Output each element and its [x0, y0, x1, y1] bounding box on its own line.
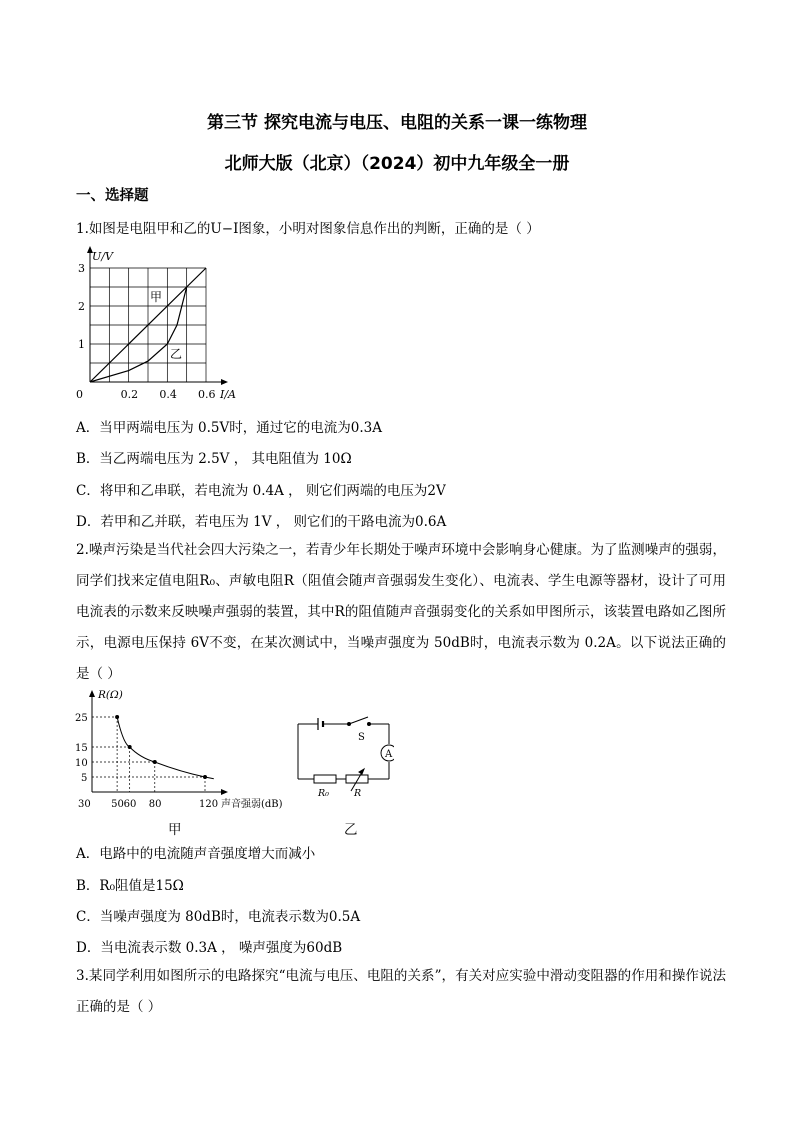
q1-x-tick-label: 0.6	[198, 388, 216, 401]
q2-dashed-guides	[92, 717, 205, 792]
q1-ui-chart	[70, 244, 260, 409]
section-heading: 一、选择题	[76, 188, 149, 204]
q2-option-b: B．R₀阻值是15Ω	[76, 878, 184, 894]
q1-option-d: D．若甲和乙并联，若电压为 1V ， 则它们的干路电流为0.6A	[76, 514, 447, 530]
q2-y-tick-label: 10	[75, 758, 88, 769]
q1-stem: 1.如图是电阻甲和乙的U−I图象，小明对图象信息作出的判断，正确的是（ ）	[76, 221, 540, 237]
q2-y-tick-label: 5	[81, 773, 88, 784]
q1-ylabel: U/V	[92, 250, 113, 263]
q2-y-tick-label: 15	[75, 743, 88, 754]
q2-point	[128, 745, 132, 749]
q1-option-c: C．将甲和乙串联，若电流为 0.4A ， 则它们两端的电压为2V	[76, 483, 446, 499]
q1-y-tick-label: 2	[78, 300, 85, 313]
q1-y-tick-label: 1	[78, 338, 85, 351]
q2-ticks	[75, 713, 218, 810]
q2-points	[115, 715, 207, 779]
q2-option-c: C．当噪声强度为 80dB时，电流表示数为0.5A	[76, 909, 361, 925]
q3-stem: 3.某同学利用如图所示的电路探究“电流与电压、电阻的关系”，有关对应实验中滑动变阻器的作用和操作说法正确的是（ ）	[76, 968, 726, 1015]
q1-y-tick-label: 3	[78, 262, 85, 275]
q1-x-tick-label: 0.4	[159, 388, 177, 401]
q2-point	[153, 760, 157, 764]
q2-x-tick-label: 80	[148, 799, 162, 810]
q2-curve	[117, 717, 214, 779]
q2-point	[203, 775, 207, 779]
fig-caption-right: 乙	[344, 822, 358, 838]
q2-stem: 2.噪声污染是当代社会四大污染之一，若青少年长期处于噪声环境中会影响身心健康。为了监测噪声的强弱，同学们找来定值电阻R₀、声敏电阻R（阻值会随声音强弱发生变化）、电流表、学生电源等器材，设计了可用电流表的示数来反映噪声强弱的装置，其中R的阻值随声音强弱变化的关系如甲图所示，该装置电路如乙图所示，电源电压保持 6V不变，在某次测试中，当噪声强度为 50dB时，电流表示数为 0.2A。以下说法正确的是（ ）	[76, 542, 726, 682]
q2-option-d: D．当电流表示数 0.3A ， 噪声强度为60dB	[76, 940, 343, 956]
q2-x-tick-label: 30	[78, 799, 91, 810]
q1-option-a: A．当甲两端电压为 0.5V时，通过它的电流为0.3A	[76, 420, 382, 436]
page-subtitle: 北师大版（北京）（2024）初中九年级全一册	[224, 154, 570, 174]
ammeter-label: A	[385, 749, 393, 760]
q2-option-a: A．电路中的电流随声音强度增大而减小	[76, 846, 316, 862]
q1-label-jia: 甲	[150, 290, 163, 304]
q1-x-tick-label: 0	[76, 388, 83, 401]
page-title: 第三节 探究电流与电压、电阻的关系一课一练物理	[207, 113, 587, 133]
q2-xlabel: 声音强弱(dB)	[221, 799, 283, 810]
switch-label: S	[358, 732, 365, 743]
q1-label-yi: 乙	[170, 347, 183, 361]
q2-point	[115, 715, 119, 719]
q1-x-tick-label: 0.2	[120, 388, 139, 401]
q2-x-tick-label: 60	[123, 799, 137, 810]
q2-circuit-diagram	[294, 712, 394, 802]
q2-ylabel: R(Ω)	[98, 689, 123, 701]
q2-y-tick-label: 25	[75, 713, 88, 724]
q2-x-tick-label: 50	[111, 799, 124, 810]
fixed-resistor-label: R₀	[318, 788, 329, 799]
q2-resistance-chart	[72, 686, 302, 812]
q1-xlabel: I/A	[220, 388, 236, 401]
q2-x-tick-label: 120	[199, 799, 219, 810]
q2-axes	[89, 690, 228, 795]
q1-option-b: B．当乙两端电压为 2.5V ， 其电阻值为 10Ω	[76, 451, 352, 467]
variable-resistor-label: R	[354, 788, 362, 799]
fig-caption-left: 甲	[168, 822, 182, 838]
